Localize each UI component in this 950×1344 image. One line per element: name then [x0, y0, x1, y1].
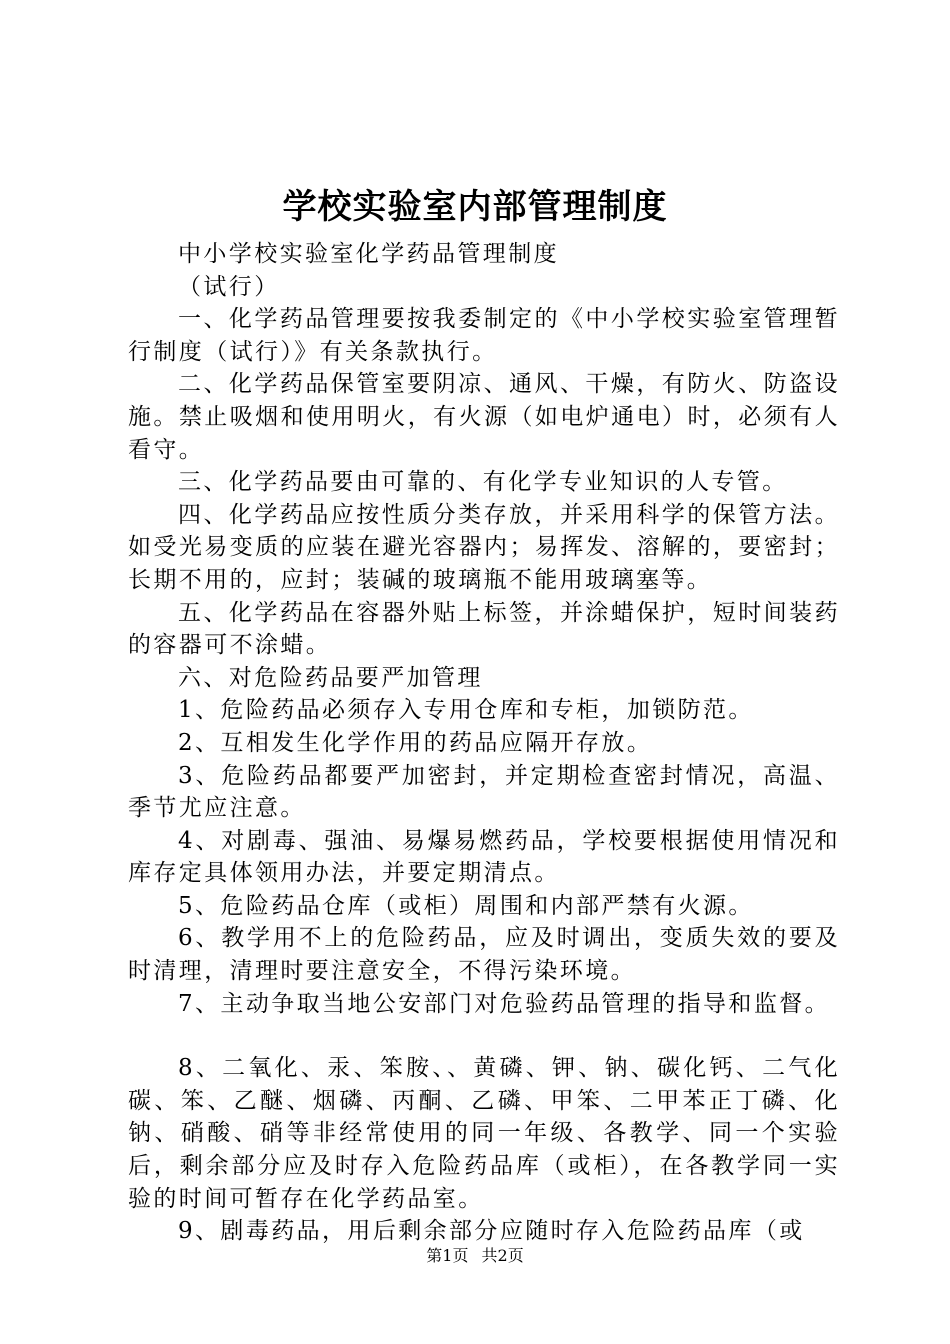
- paragraph-item-7: 7、主动争取当地公安部门对危验药品管理的指导和监督。: [178, 990, 831, 1017]
- paragraph-rule-6: 六、对危险药品要严加管理: [178, 664, 483, 691]
- page-number: 第1页: [426, 1246, 469, 1265]
- page-total: 共2页: [481, 1246, 524, 1265]
- paragraph-item-3: 3、危险药品都要严加密封，并定期检查密封情况，高温、季节尤应注意。: [128, 762, 840, 822]
- paragraph-item-5: 5、危险药品仓库（或柜）周围和内部严禁有火源。: [178, 892, 754, 919]
- paragraph-trial-note: （试行）: [178, 273, 280, 300]
- paragraph-item-1: 1、危险药品必须存入专用仓库和专柜，加锁防范。: [178, 697, 754, 724]
- paragraph-item-8: 8、二氧化、汞、笨胺、、黄磷、钾、钠、碳化钙、二气化碳、笨、乙醚、烟磷、丙酮、乙磷、甲笨、二甲苯正丁磷、化钠、硝酸、硝等非经常使用的同一年级、各教学、同一个实验后，剩余部分应及时存入危险药品库（或柜），在各教学同一实验的时间可暂存在化学药品室。: [128, 1055, 840, 1212]
- paragraph-rule-3: 三、化学药品要由可靠的、有化学专业知识的人专管。: [178, 469, 788, 496]
- paragraph-rule-2: 二、化学药品保管室要阴凉、通风、干燥，有防火、防盗设施。禁止吸烟和使用明火，有火源（如电炉通电）时，必须有人看守。: [128, 371, 840, 463]
- document-body: [128, 238, 840, 1248]
- paragraph-item-4: 4、对剧毒、强油、易爆易燃药品，学校要根据使用情况和库存定具体领用办法，并要定期清点。: [128, 827, 840, 887]
- paragraph-rule-4: 四、化学药品应按性质分类存放，并采用科学的保管方法。如受光易变质的应装在避光容器内；易挥发、溶解的，要密封；长期不用的，应封；装碱的玻璃瓶不能用玻璃塞等。: [128, 501, 840, 593]
- paragraph-item-9: 9、剧毒药品，用后剩余部分应随时存入危险药品库（或: [178, 1218, 805, 1245]
- blank-line: [128, 1020, 840, 1052]
- paragraph-rule-5: 五、化学药品在容器外贴上标签，并涂蜡保护，短时间装药的容器可不涂蜡。: [128, 599, 840, 659]
- paragraph-rule-1: 一、化学药品管理要按我委制定的《中小学校实验室管理暂行制度（试行）》有关条款执行。: [128, 306, 840, 365]
- paragraph-item-6: 6、教学用不上的危险药品，应及时调出，变质失效的要及时清理，清理时要注意安全，不得污染环境。: [128, 925, 840, 985]
- paragraph-subtitle: 中小学校实验室化学药品管理制度: [178, 241, 559, 267]
- document-title: 学校实验室内部管理制度: [282, 187, 668, 227]
- page-footer: [0, 1246, 950, 1266]
- paragraph-item-2: 2、互相发生化学作用的药品应隔开存放。: [178, 729, 653, 756]
